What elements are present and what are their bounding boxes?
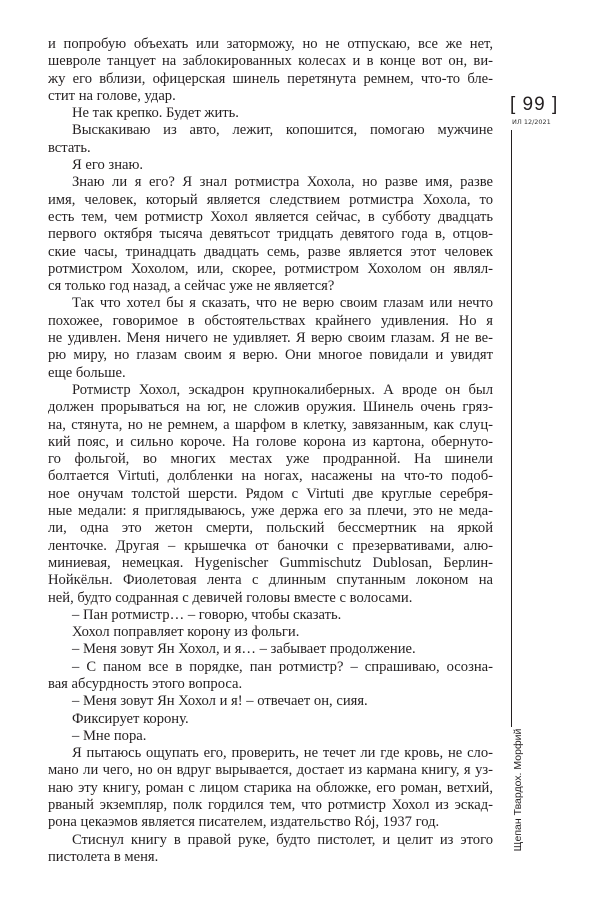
text-line: ся только год назад, а сейчас уже не является? — [48, 278, 335, 295]
page-number: [ 99 ] — [510, 94, 559, 115]
paragraph — [48, 157, 493, 174]
paragraph — [48, 745, 493, 831]
text-line: рона цекаэмов является писателем, издательство Rój, 1937 год. — [48, 814, 440, 831]
text-line: похожее, говоримое в обстоятельствах крайнего удивления. Но я — [48, 312, 493, 329]
text-line: ное онучам толстой шерсти. Рядом с Virtuti две круглые серебря- — [48, 485, 493, 502]
paragraph — [48, 728, 493, 745]
text-line: Стиснул книгу в правой руке, будто пистолет, и целит из этого — [72, 831, 493, 848]
text-line: ли, одна это жетон смерти, польский бессмертник на яркой — [48, 520, 493, 537]
text-line: кий пояс, и сильно короче. На голове корона из картона, обернуто- — [48, 433, 493, 450]
text-line: Так что хотел бы я сказать, что не верю своим глазам или нечто — [72, 295, 493, 312]
text-line: шевроле танцует на заблокированных колесах и в конце вот он, ви- — [48, 53, 493, 70]
text-line: Я пытаюсь ощупать его, проверить, не течет ли где кровь, не сло- — [72, 745, 493, 762]
paragraph — [48, 105, 493, 122]
text-line: Хохол поправляет корону из фольги. — [72, 624, 300, 641]
text-line: – С паном все в порядке, пан ротмистр? – спрашиваю, осозна- — [72, 658, 493, 675]
text-line: пистолета в меня. — [48, 848, 159, 865]
text-line: – Пан ротмистр… – говорю, чтобы сказать. — [72, 606, 342, 623]
text-line: – Меня зовут Ян Хохол, и я… – забывает продолжение. — [72, 641, 416, 658]
text-line: ленточке. Другая – крышечка от баночки с презервативами, алю- — [48, 537, 493, 554]
text-line: должен прорываться на юг, не сложив оружия. Шинель очень гряз- — [48, 399, 493, 416]
paragraph — [48, 36, 493, 105]
text-line: рваный экземпляр, полк гордился тем, что ротмистр Хохол из эскад- — [48, 797, 493, 814]
text-line: Я его знаю. — [72, 157, 144, 174]
text-line: Фиксирует корону. — [72, 710, 189, 727]
text-line: Выскакиваю из авто, лежит, копошится, помогаю мужчине — [72, 122, 493, 139]
text-line: Не так крепко. Будет жить. — [72, 105, 239, 122]
text-line: первого октября тысяча девятьсот тридцать девятого года в, отцов- — [48, 226, 493, 243]
text-line: наю эту книгу, роман с лицом старика на обложке, его роман, ветхий, — [48, 779, 493, 796]
text-line: ротмистром Хохолом, или, скорее, ротмистром Хохолом он являл- — [48, 260, 493, 277]
paragraph — [48, 382, 493, 607]
paragraph — [48, 641, 493, 658]
text-line: ные медали: я приглядываюсь, уже держа его за плечи, это не меда- — [48, 503, 493, 520]
text-line: го фольгой, во многих местах уже продранной. На шинели — [48, 451, 493, 468]
text-line: рю миру, но глазам своим я верю. Они многое повидали и увидят — [48, 347, 493, 364]
text-line: не удивлен. Меня ничего не удивляет. Я верю своим глазам. Я не ве- — [48, 330, 493, 347]
text-line: на, стянута, но не ремнем, а шарфом в клетку, завязанным, как слуц- — [48, 416, 493, 433]
paragraph — [48, 832, 493, 867]
text-line: ней, будто содранная с девичей головы вместе с волосами. — [48, 589, 413, 606]
paragraph — [48, 624, 493, 641]
text-line: мано ли чего, но он вдруг вырывается, достает из кармана книгу, я уз- — [48, 762, 493, 779]
text-line: – Мне пора. — [72, 727, 147, 744]
paragraph — [48, 659, 493, 694]
text-line: вая абсурдность этого вопроса. — [48, 675, 243, 692]
issue-label: ИЛ 12/2021 — [512, 118, 551, 126]
text-line: Нойкёльн. Фиолетовая лента с длинным спутанным локоном на — [48, 572, 493, 589]
text-line: Ротмистр Хохол, эскадрон крупнокалиберных. А вроде он был — [72, 381, 493, 398]
text-line: миниевая, немецкая. Hygenischer Gummischutz Dublosan, Берлин- — [48, 554, 493, 571]
text-line: ские часы, тринадцать двадцать семь, разве является этот человек — [48, 243, 493, 260]
text-line: еще больше. — [48, 364, 126, 381]
text-line: жу его вблизи, офицерская шинель перетянута ремнем, что-то бле- — [48, 70, 493, 87]
running-title: Щепан Твардох. Морфий — [512, 728, 524, 852]
text-line: встать. — [48, 139, 91, 156]
paragraph — [48, 693, 493, 710]
text-line: имя, человек, который является следствием ротмистра Хохола, то — [48, 191, 493, 208]
text-line: Знаю ли я его? Я знал ротмистра Хохола, но разве имя, разве — [72, 174, 493, 191]
text-line: болтается Virtuti, долбленки на ногах, насажены на что-то подоб- — [48, 468, 493, 485]
paragraph — [48, 711, 493, 728]
text-line: есть тем, чем ротмистр Хохол является сейчас, в субботу двадцать — [48, 208, 493, 225]
paragraph — [48, 174, 493, 295]
text-line: и попробую объехать или заторможу, но не отпускаю, все же нет, — [48, 36, 493, 52]
text-line: – Меня зовут Ян Хохол и я! – отвечает он, сияя. — [72, 693, 368, 710]
paragraph — [48, 607, 493, 624]
paragraph — [48, 295, 493, 381]
side-rule-divider — [511, 130, 512, 727]
paragraph — [48, 122, 493, 157]
body-text — [48, 36, 493, 866]
text-line: стит на голове, удар. — [48, 87, 176, 104]
